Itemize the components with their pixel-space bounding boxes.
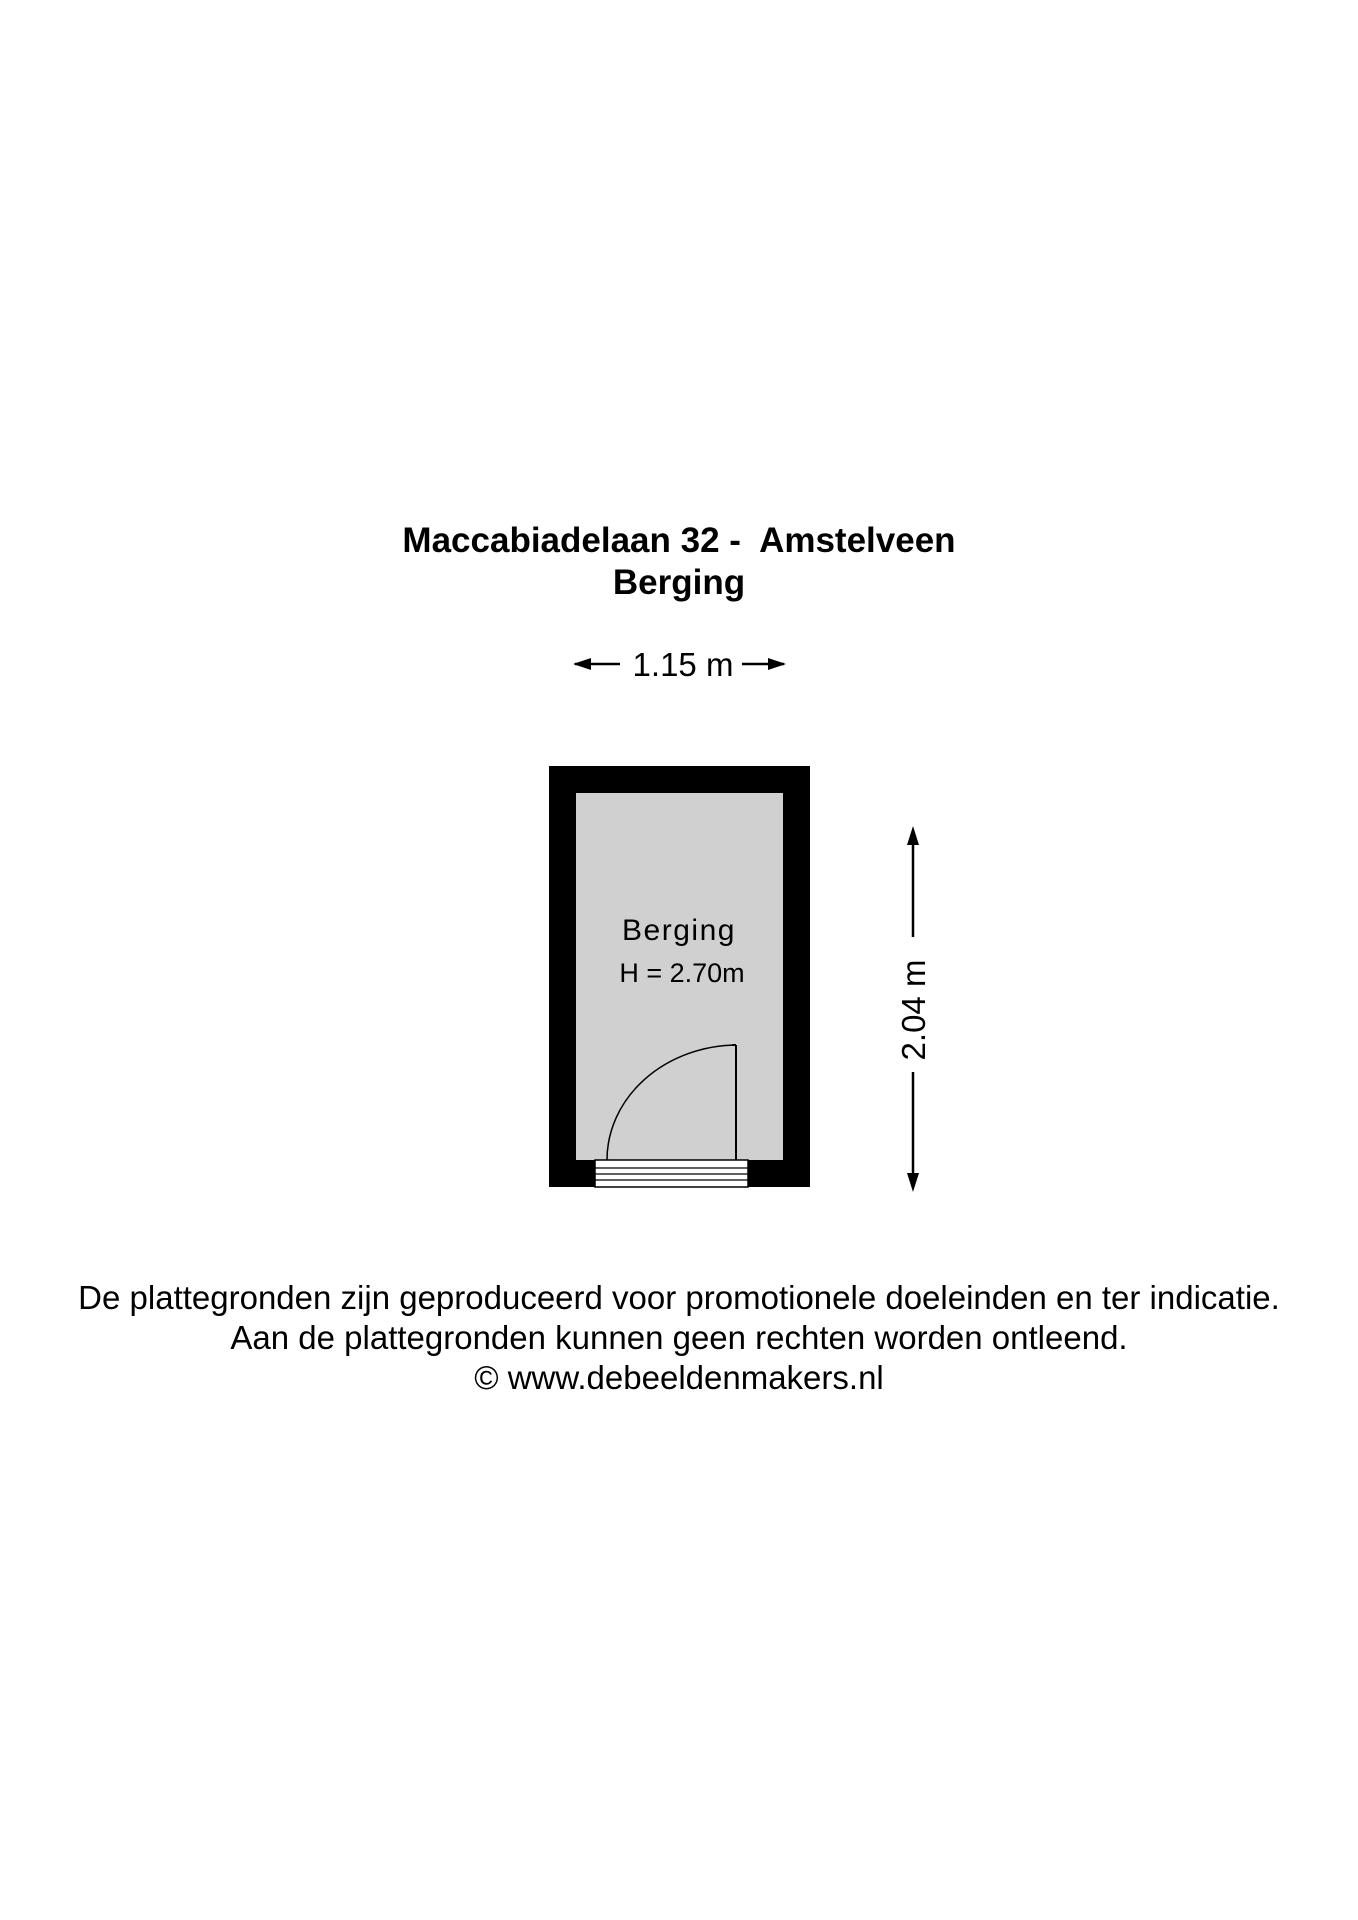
- disclaimer-copyright: © www.debeeldenmakers.nl: [474, 1359, 884, 1396]
- disclaimer-line-1: De plattegronden zijn geproduceerd voor promotionele doeleinden en ter indicatie.: [78, 1279, 1280, 1316]
- disclaimer: [0, 1278, 1358, 1398]
- room-berging: [549, 766, 810, 1187]
- disclaimer-line-2: Aan de plattegronden kunnen geen rechten worden ontleend.: [230, 1319, 1128, 1356]
- width-dimension: [573, 646, 786, 683]
- depth-arrow-bottom-head: [907, 1173, 919, 1192]
- wall-stub-right: [748, 1160, 810, 1187]
- floor-name-title: Berging: [612, 563, 746, 602]
- width-arrow-left-head: [573, 658, 591, 670]
- width-dimension-label: 1.15 m: [632, 646, 734, 683]
- room-name-label: Berging: [622, 914, 736, 947]
- room-floor: [576, 793, 783, 1187]
- room-height-label: H = 2.70m: [619, 958, 745, 988]
- width-arrow-right-head: [768, 658, 786, 670]
- wall-stub-left: [549, 1160, 595, 1187]
- depth-dimension: [895, 826, 932, 1192]
- address-title: Maccabiadelaan 32 - Amstelveen: [402, 521, 956, 560]
- depth-dimension-label: 2.04 m: [895, 959, 932, 1061]
